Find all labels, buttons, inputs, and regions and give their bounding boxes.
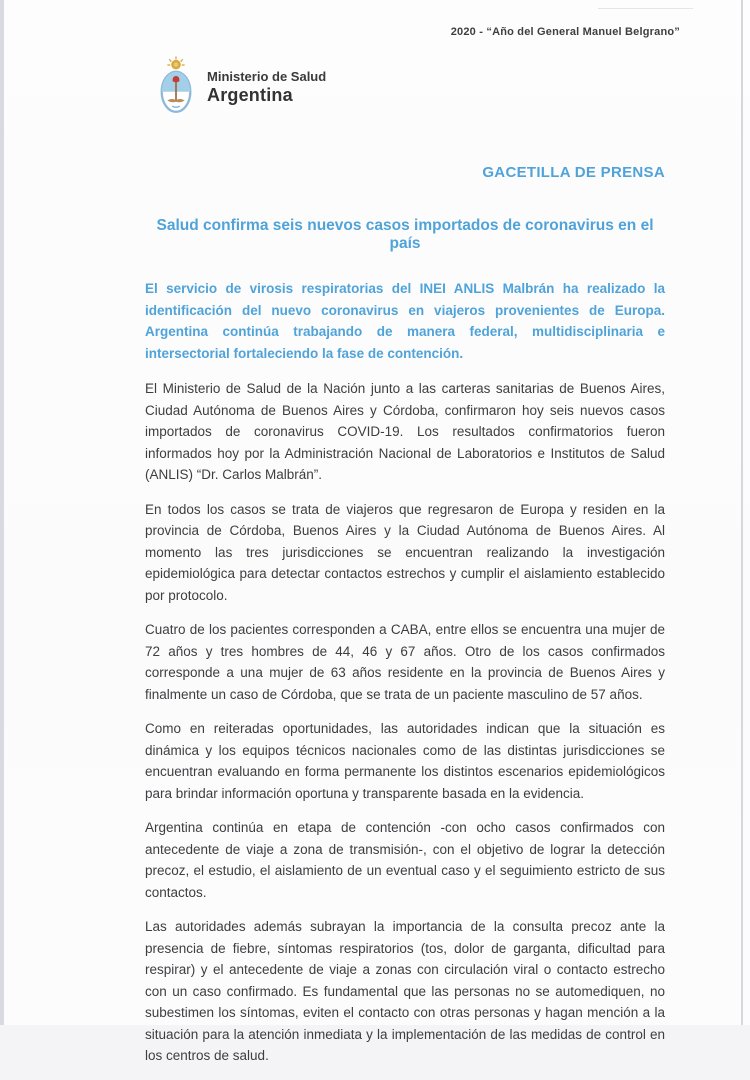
year-motto: 2020 - “Año del General Manuel Belgrano” <box>450 26 680 38</box>
body-paragraph-1: El Ministerio de Salud de la Nación junto a las carteras sanitarias de Buenos Aires, Ciudad Autónoma de Buenos Aires y Córdoba, confirmaron hoy seis nuevos casos importados de coronavirus COVID-19. Los resultados confirmatorios fueron informados hoy por la Administración Nacional de Laboratorios e Institutos de Salud (ANLIS) “Dr. Carlos Malbrán”. <box>145 381 665 482</box>
press-release-kicker: GACETILLA DE PRENSA <box>482 164 665 181</box>
press-release-title: Salud confirma seis nuevos casos importados de coronavirus en el país <box>156 217 654 252</box>
country-name: Argentina <box>207 85 293 105</box>
body-paragraph-2: En todos los casos se trata de viajeros que regresaron de Europa y residen en la provincia de Córdoba, Buenos Aires y la Ciudad Autónoma de Buenos Aires. Al momento las tres jurisdicciones se encuentran realizando la investigación epidemiológica para detectar contactos estrechos y cumplir el aislamiento establecido por protocolo. <box>145 501 665 603</box>
scan-edge-right <box>741 0 743 1025</box>
body-paragraph-5: Argentina continúa en etapa de contención -con ocho casos confirmados con antecedente de viaje a zona de transmisión-, con el objetivo de lograr la detección precoz, el estudio, el aislamiento de un eventual caso y el seguimiento estricto de sus contactos. <box>145 820 665 900</box>
press-release-body <box>145 0 665 1080</box>
body-paragraph-3: Cuatro de los pacientes corresponden a CABA, entre ellos se encuentra una mujer de 72 años y tres hombres de 44, 46 y 67 años. Otro de los casos confirmados corresponde a una mujer de 63 años residente en la provincia de Buenos Aires y finalmente un caso de Córdoba, que se trata de un paciente masculino de 57 años. <box>145 622 665 702</box>
ministry-name: Ministerio de Salud <box>207 69 327 84</box>
scan-edge-left <box>0 0 4 1025</box>
lead-paragraph: El servicio de virosis respiratorias del INEI ANLIS Malbrán ha realizado la identificación del nuevo coronavirus en viajeros provenientes de Europa. Argentina continúa trabajando de manera federal, multidisciplinaria e intersectorial fortaleciendo la fase de contención. <box>145 281 665 361</box>
body-paragraph-4: Como en reiteradas oportunidades, las autoridades indican que la situación es dinámica y los equipos técnicos nacionales como de las distintas jurisdicciones se encuentran evaluando en forma permanente los distintos escenarios epidemiológicos para brindar información oportuna y transparente basada en la evidencia. <box>145 721 665 801</box>
body-paragraph-6: Las autoridades además subrayan la importancia de la consulta precoz ante la presencia de fiebre, síntomas respiratorios (tos, dolor de garganta, dificultad para respirar) y el antecedente de viaje a zonas con circulación viral o contacto estrecho con un caso confirmado. Es fundamental que las personas no se automediquen, no subestimen los síntomas, eviten el contacto con otras personas y hagan mención a la situación para la atención inmediata y la implementación de las medidas de control en los centros de salud. <box>145 919 665 1063</box>
